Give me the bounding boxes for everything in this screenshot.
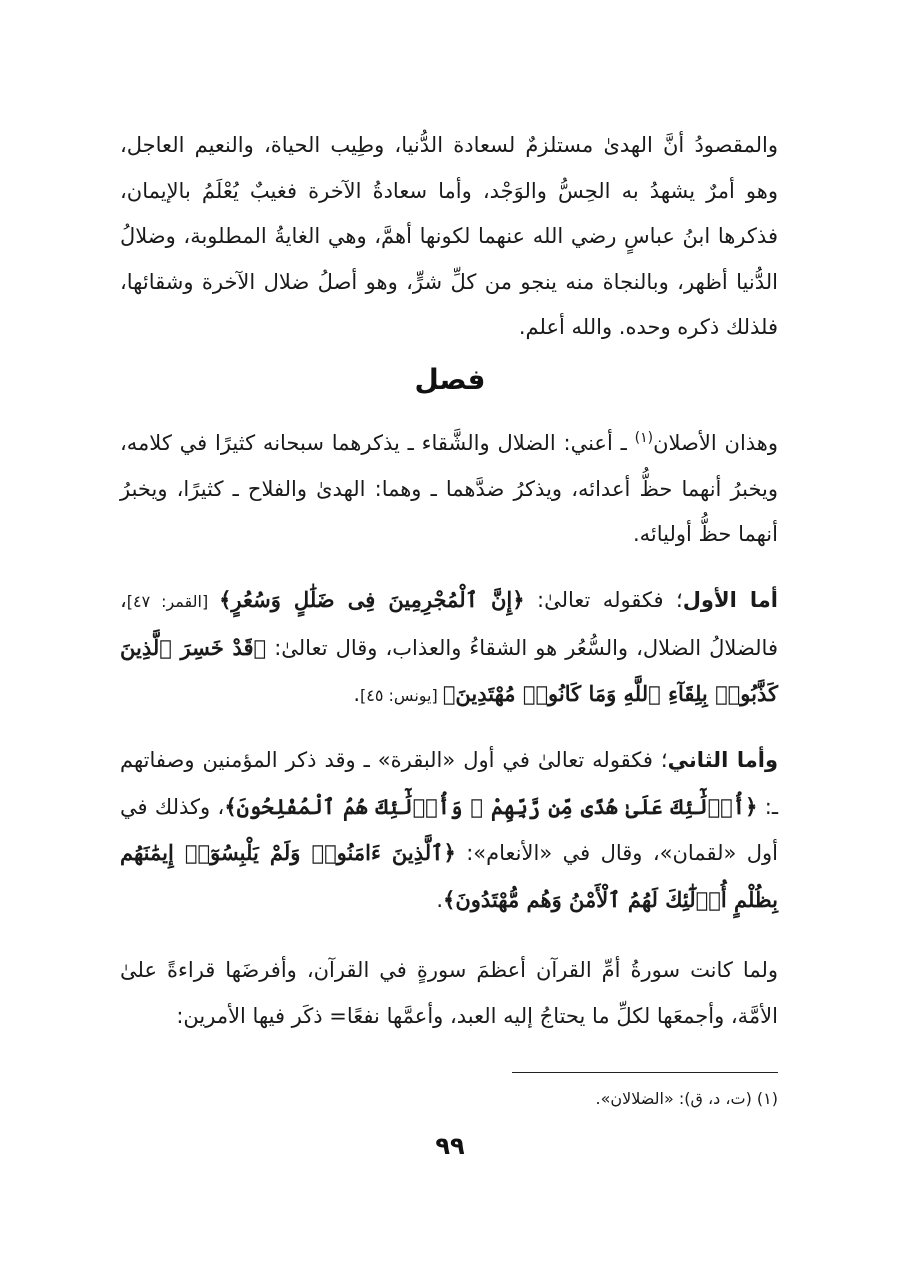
paragraph-second bbox=[120, 738, 778, 923]
paragraph-fatiha bbox=[120, 948, 778, 1039]
paragraph-two-principles bbox=[120, 421, 778, 558]
paragraph-second-text-3: . bbox=[436, 887, 444, 912]
paragraph-second-lead: وأما الثاني bbox=[667, 748, 779, 772]
quran-verse-yunus: ﴿قَدْ خَسِرَ ٱلَّذِينَ كَذَّبُوا۟ بِلِقَآءِ ٱللَّهِ وَمَا كَانُوا۟ مُهْتَدِينَ﴾ bbox=[120, 634, 778, 706]
paragraph-second-text-1: ؛ فكقوله تعالىٰ في أول «البقرة» ـ وقد ذكر المؤمنين وصفاتهم ـ: bbox=[120, 748, 778, 819]
quran-verse-baqarah: ﴿أُو۟لَٰٓئِكَ عَلَىٰ هُدًى مِّن رَّبِّهِمْ ۖ وَأُو۟لَٰٓئِكَ هُمُ ٱلْمُفْلِحُونَ﴾ bbox=[224, 793, 758, 819]
quran-verse-qamar: ﴿إِنَّ ٱلْمُجْرِمِينَ فِى ضَلَٰلٍ وَسُعُرٍ﴾ bbox=[219, 587, 525, 612]
page-number: ٩٩ bbox=[435, 1132, 465, 1160]
paragraph-two-principles-body: ـ أعني: الضلال والشَّقاء ـ يذكرهما سبحانه كثيرًا في كلامه، ويخبرُ أنهما حظُّ أعدائه، ويذكرُ ضدَّهما ـ وهما: الهدىٰ والفلاح ـ كثيرًا، ويخبرُ أنهما حظُّ أوليائه. bbox=[120, 431, 778, 546]
footnote: (١) (ت، د، ق): «الضلالان». bbox=[595, 1089, 778, 1108]
paragraph-first bbox=[120, 577, 778, 719]
paragraph-second-text-2: ، وكذلك في أول «لقمان»، وقال في «الأنعام»: bbox=[120, 794, 778, 865]
verse-reference-qamar: [القمر: ٤٧] bbox=[126, 592, 220, 611]
section-heading: فصل bbox=[414, 363, 486, 396]
paragraph-intro bbox=[120, 123, 778, 351]
paragraph-first-text-3: . bbox=[353, 682, 360, 706]
paragraph-first-text-2: ، فالضلالُ الضلال، والسُّعُر هو الشقاءُ والعذاب، وقال تعالىٰ: bbox=[120, 588, 778, 660]
paragraph-intro-text: والمقصودُ أنَّ الهدىٰ مستلزمٌ لسعادة الدُّنيا، وطِيب الحياة، والنعيم العاجل، وهو أمرٌ يشهدُ به الحِسُّ والوَجْد، وأما سعادةُ الآخرة فغيبٌ يُعْلَمُ بالإيمان، فذكرها ابنُ عباسٍ رضي الله عنهما لكونها أهمَّ، وهي الغايةُ المطلوبة، وضلالُ الدُّنيا أظهر، وبالنجاة منه ينجو من كلِّ شرٍّ، وهو أصلُ ضلال الآخرة وشقائها، فلذلك ذكره وحده. والله أعلم. bbox=[120, 133, 778, 339]
paragraph-two-principles-lead: وهذان الأصلان bbox=[653, 431, 779, 455]
quran-verse-anam: ﴿ٱلَّذِينَ ءَامَنُوا۟ وَلَمْ يَلْبِسُوٓا۟ إِيمَٰنَهُم بِظُلْمٍ أُو۟لَٰٓئِكَ لَهُمُ ٱلْأَمْنُ وَهُم مُّهْتَدُونَ﴾ bbox=[120, 840, 778, 912]
paragraph-first-lead: أما الأول bbox=[682, 588, 778, 612]
paragraph-fatiha-text: ولما كانت سورةُ أمِّ القرآن أعظمَ سورةٍ في القرآن، وأفرضَها قراءةً علىٰ الأمَّة، وأجمعَها لكلِّ ما يحتاجُ إليه العبد، وأعمَّها نفعًا= ذكَر فيها الأمرين: bbox=[120, 958, 778, 1028]
paragraph-first-text-1: ؛ فكقوله تعالىٰ: bbox=[524, 588, 683, 612]
footnote-marker: (١) bbox=[634, 430, 654, 446]
footnote-divider bbox=[512, 1072, 778, 1073]
verse-reference-yunus: [يونس: ٤٥] bbox=[360, 686, 443, 705]
